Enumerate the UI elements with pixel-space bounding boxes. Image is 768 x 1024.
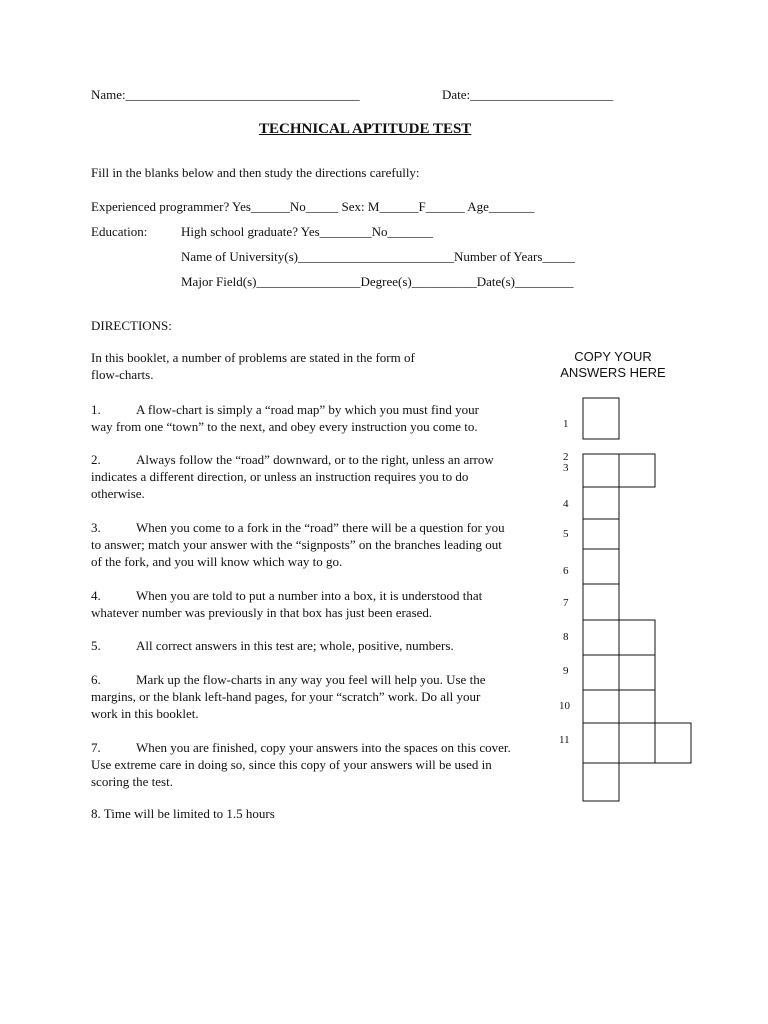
answer-box-4[interactable]	[583, 487, 619, 519]
item-text-line: Use extreme care in doing so, since this copy of your answers will be used in	[91, 757, 492, 772]
page-title: TECHNICAL APTITUDE TEST	[259, 121, 472, 137]
item-text-line: indicates a different direction, or unless an instruction requires you to do	[91, 469, 469, 484]
item-text-line: Mark up the flow-charts in any way you feel will help you. Use the	[136, 672, 486, 687]
item-text-line: work in this booklet.	[91, 706, 199, 721]
answer-box-3[interactable]	[619, 454, 655, 487]
item-text-line: When you come to a fork in the “road” there will be a question for you	[136, 520, 505, 535]
answer-label-4: 4	[563, 498, 569, 510]
copy-answers-line-2: ANSWERS HERE	[560, 365, 666, 380]
form-row-experience[interactable]: Experienced programmer? Yes______No_____ Sex: M______F______ Age_______	[91, 199, 535, 214]
answer-box-9a[interactable]	[583, 655, 619, 690]
answer-label-11: 11	[559, 734, 570, 746]
answer-box-11a[interactable]	[583, 723, 619, 763]
answer-box-7[interactable]	[583, 584, 619, 620]
intro-line-1: In this booklet, a number of problems are stated in the form of	[91, 350, 415, 365]
answer-box-9b[interactable]	[619, 655, 655, 690]
item-number: 5.	[91, 638, 101, 653]
instruction-text: Fill in the blanks below and then study the directions carefully:	[91, 165, 420, 180]
answer-label-9: 9	[563, 665, 569, 677]
answer-label-2: 2	[563, 451, 569, 463]
item-number: 2.	[91, 452, 101, 467]
item-text-line: way from one “town” to the next, and obey every instruction you come to.	[91, 419, 478, 434]
form-row-university[interactable]: Name of University(s)________________________Number of Years_____	[181, 249, 575, 264]
answer-box-11c[interactable]	[655, 723, 691, 763]
item-text-line: scoring the test.	[91, 774, 173, 789]
item-text-line: whatever number was previously in that box has just been erased.	[91, 605, 433, 620]
education-label: Education:	[91, 224, 148, 239]
item-text-line: margins, or the blank left-hand pages, for your “scratch” work. Do all your	[91, 689, 481, 704]
form-row-high-school[interactable]: High school graduate? Yes________No_______	[181, 224, 434, 239]
answer-box-2[interactable]	[583, 454, 619, 487]
form-row-major[interactable]: Major Field(s)________________Degree(s)__________Date(s)_________	[181, 274, 574, 289]
item-number: 1.	[91, 402, 101, 417]
answer-label-5: 5	[563, 528, 569, 540]
answer-label-1: 1	[563, 418, 569, 430]
answer-label-3: 3	[563, 462, 569, 474]
item-text-line: When you are finished, copy your answers into the spaces on this cover.	[136, 740, 511, 755]
answer-label-6: 6	[563, 565, 569, 577]
answer-box-10a[interactable]	[583, 690, 619, 723]
date-field-label[interactable]: Date:______________________	[442, 87, 614, 102]
answer-label-10: 10	[559, 700, 570, 712]
answer-label-8: 8	[563, 631, 569, 643]
answer-box-12[interactable]	[583, 763, 619, 801]
item-text-line: of the fork, and you will know which way to go.	[91, 554, 343, 569]
answer-box-8a[interactable]	[583, 620, 619, 655]
answer-box-1[interactable]	[583, 398, 619, 439]
copy-answers-line-1: COPY YOUR	[574, 349, 652, 364]
answer-box-10b[interactable]	[619, 690, 655, 723]
answer-box-6[interactable]	[583, 549, 619, 584]
item-text-line: All correct answers in this test are; whole, positive, numbers.	[136, 638, 454, 653]
item-number: 7.	[91, 740, 101, 755]
answer-box-8b[interactable]	[619, 620, 655, 655]
directions-heading: DIRECTIONS:	[91, 318, 172, 333]
name-field-label[interactable]: Name:____________________________________	[91, 87, 360, 102]
answer-label-7: 7	[563, 597, 569, 609]
answer-box-11b[interactable]	[619, 723, 655, 763]
item-text-line: A flow-chart is simply a “road map” by which you must find your	[136, 402, 479, 417]
item-number: 4.	[91, 588, 101, 603]
intro-line-2: flow-charts.	[91, 367, 154, 382]
item-text-line: to answer; match your answer with the “signposts” on the branches leading out	[91, 537, 502, 552]
answer-box-5[interactable]	[583, 519, 619, 549]
item-number: 3.	[91, 520, 101, 535]
item-text-line: When you are told to put a number into a box, it is understood that	[136, 588, 483, 603]
item-number: 6.	[91, 672, 101, 687]
direction-item-8: 8. Time will be limited to 1.5 hours	[91, 806, 275, 821]
item-text-line: otherwise.	[91, 486, 145, 501]
item-text-line: Always follow the “road” downward, or to the right, unless an arrow	[136, 452, 494, 467]
